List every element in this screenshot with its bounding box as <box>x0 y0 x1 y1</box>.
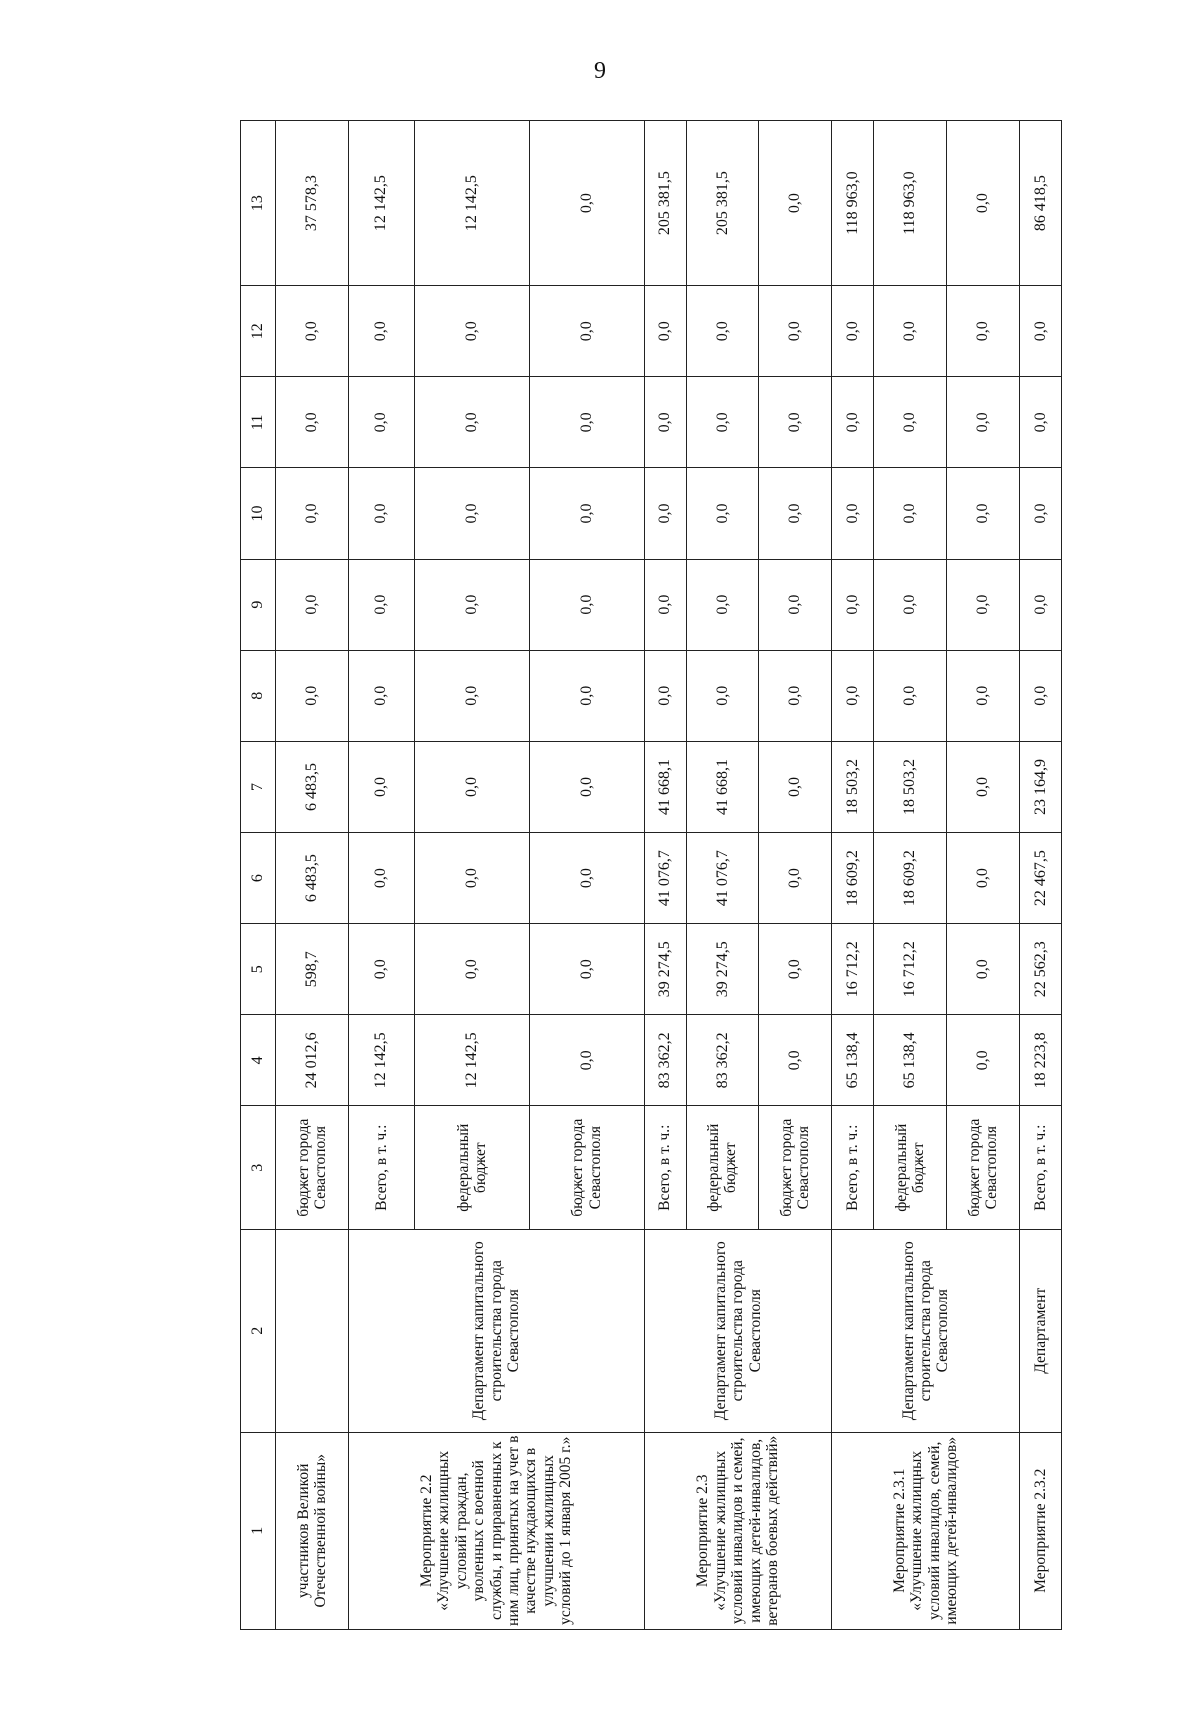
value-cell: 0,0 <box>759 1015 832 1106</box>
value-cell: 24 012,6 <box>276 1015 349 1106</box>
value-cell: 0,0 <box>276 559 349 650</box>
measure-cell: Мероприятие 2.2 «Улучшение жилищных условий граждан, уволенных с военной службы, и приравненных к ним лиц, принятых на учет в качестве нуждающихся в улучшении жилищных условий до 1 января 2005 г.» <box>348 1432 644 1629</box>
col-header: 2 <box>241 1229 276 1432</box>
value-cell: 0,0 <box>529 1015 644 1106</box>
total-cell: 86 418,5 <box>1019 121 1061 286</box>
value-cell: 18 609,2 <box>874 833 947 924</box>
value-cell: 39 274,5 <box>686 924 759 1015</box>
value-cell: 0,0 <box>947 559 1020 650</box>
source-cell: бюджет города Севастополя <box>947 1106 1020 1230</box>
value-cell: 0,0 <box>348 741 414 832</box>
value-cell: 41 668,1 <box>686 741 759 832</box>
measure-cell: участников Великой Отечественной войны» <box>276 1432 349 1629</box>
value-cell: 18 223,8 <box>1019 1015 1061 1106</box>
total-cell: 118 963,0 <box>874 121 947 286</box>
value-cell: 0,0 <box>947 1015 1020 1106</box>
total-cell: 205 381,5 <box>686 121 759 286</box>
col-header: 13 <box>241 121 276 286</box>
value-cell: 39 274,5 <box>644 924 686 1015</box>
value-cell: 0,0 <box>415 833 530 924</box>
value-cell: 0,0 <box>874 468 947 559</box>
value-cell: 18 503,2 <box>874 741 947 832</box>
value-cell: 16 712,2 <box>832 924 874 1015</box>
page-number: 9 <box>594 58 606 84</box>
table-row <box>348 121 414 1630</box>
value-cell: 0,0 <box>348 924 414 1015</box>
source-cell: бюджет города Севастополя <box>529 1106 644 1230</box>
value-cell: 0,0 <box>415 377 530 468</box>
source-cell: Всего, в т. ч.: <box>348 1106 414 1230</box>
source-cell: Всего, в т. ч.: <box>644 1106 686 1230</box>
header-row <box>241 121 276 1630</box>
value-cell: 0,0 <box>644 650 686 741</box>
total-cell: 12 142,5 <box>348 121 414 286</box>
value-cell: 0,0 <box>874 559 947 650</box>
value-cell: 0,0 <box>1019 559 1061 650</box>
value-cell: 0,0 <box>759 468 832 559</box>
value-cell: 18 609,2 <box>832 833 874 924</box>
value-cell: 0,0 <box>686 377 759 468</box>
table-row <box>1019 121 1061 1630</box>
value-cell: 0,0 <box>686 559 759 650</box>
value-cell: 0,0 <box>529 833 644 924</box>
value-cell: 0,0 <box>276 650 349 741</box>
value-cell: 0,0 <box>276 377 349 468</box>
col-header: 11 <box>241 377 276 468</box>
value-cell: 0,0 <box>874 650 947 741</box>
value-cell: 0,0 <box>529 924 644 1015</box>
value-cell: 0,0 <box>415 650 530 741</box>
value-cell: 6 483,5 <box>276 833 349 924</box>
value-cell: 0,0 <box>415 559 530 650</box>
value-cell: 65 138,4 <box>874 1015 947 1106</box>
budget-table <box>240 120 1062 1630</box>
col-header: 5 <box>241 924 276 1015</box>
value-cell: 0,0 <box>947 650 1020 741</box>
value-cell: 0,0 <box>415 741 530 832</box>
value-cell: 0,0 <box>529 741 644 832</box>
value-cell: 22 467,5 <box>1019 833 1061 924</box>
source-cell: Всего, в т. ч.: <box>1019 1106 1061 1230</box>
value-cell: 0,0 <box>1019 286 1061 377</box>
executor-cell: Департамент <box>1019 1229 1061 1432</box>
value-cell: 0,0 <box>874 377 947 468</box>
value-cell: 0,0 <box>686 286 759 377</box>
value-cell: 0,0 <box>529 468 644 559</box>
value-cell: 0,0 <box>759 924 832 1015</box>
col-header: 1 <box>241 1432 276 1629</box>
value-cell: 0,0 <box>276 286 349 377</box>
value-cell: 0,0 <box>529 377 644 468</box>
measure-cell: Мероприятие 2.3.2 <box>1019 1432 1061 1629</box>
value-cell: 0,0 <box>529 559 644 650</box>
value-cell: 0,0 <box>947 377 1020 468</box>
value-cell: 0,0 <box>947 468 1020 559</box>
value-cell: 0,0 <box>415 468 530 559</box>
value-cell: 0,0 <box>1019 650 1061 741</box>
value-cell: 0,0 <box>759 741 832 832</box>
col-header: 12 <box>241 286 276 377</box>
rotated-table-container <box>240 120 1062 1630</box>
executor-cell: Департамент капитального строительства города Севастополя <box>644 1229 832 1432</box>
col-header: 4 <box>241 1015 276 1106</box>
total-cell: 0,0 <box>947 121 1020 286</box>
value-cell: 0,0 <box>759 559 832 650</box>
value-cell: 0,0 <box>644 559 686 650</box>
value-cell: 0,0 <box>832 286 874 377</box>
total-cell: 37 578,3 <box>276 121 349 286</box>
value-cell: 0,0 <box>759 650 832 741</box>
value-cell: 41 076,7 <box>644 833 686 924</box>
table-row <box>832 121 874 1630</box>
value-cell: 0,0 <box>529 650 644 741</box>
col-header: 8 <box>241 650 276 741</box>
source-cell: бюджет города Севастополя <box>759 1106 832 1230</box>
value-cell: 41 668,1 <box>644 741 686 832</box>
value-cell: 0,0 <box>759 833 832 924</box>
total-cell: 205 381,5 <box>644 121 686 286</box>
value-cell: 0,0 <box>529 286 644 377</box>
value-cell: 18 503,2 <box>832 741 874 832</box>
value-cell: 0,0 <box>415 924 530 1015</box>
source-cell: федеральный бюджет <box>415 1106 530 1230</box>
executor-cell: Департамент капитального строительства города Севастополя <box>832 1229 1020 1432</box>
table-row <box>644 121 686 1630</box>
col-header: 10 <box>241 468 276 559</box>
value-cell: 0,0 <box>348 833 414 924</box>
value-cell: 0,0 <box>947 833 1020 924</box>
value-cell: 12 142,5 <box>415 1015 530 1106</box>
value-cell: 0,0 <box>947 741 1020 832</box>
value-cell: 41 076,7 <box>686 833 759 924</box>
source-cell: федеральный бюджет <box>686 1106 759 1230</box>
total-cell: 118 963,0 <box>832 121 874 286</box>
value-cell: 0,0 <box>1019 468 1061 559</box>
total-cell: 0,0 <box>529 121 644 286</box>
value-cell: 0,0 <box>348 559 414 650</box>
source-cell: федеральный бюджет <box>874 1106 947 1230</box>
table-row <box>276 121 349 1630</box>
col-header: 6 <box>241 833 276 924</box>
value-cell: 0,0 <box>947 924 1020 1015</box>
measure-cell: Мероприятие 2.3.1 «Улучшение жилищных условий инвалидов, семей, имеющих детей-инвалидов» <box>832 1432 1020 1629</box>
value-cell: 0,0 <box>348 650 414 741</box>
executor-cell <box>276 1229 349 1432</box>
value-cell: 83 362,2 <box>686 1015 759 1106</box>
value-cell: 0,0 <box>832 559 874 650</box>
value-cell: 598,7 <box>276 924 349 1015</box>
value-cell: 0,0 <box>759 377 832 468</box>
value-cell: 0,0 <box>686 468 759 559</box>
value-cell: 0,0 <box>1019 377 1061 468</box>
measure-cell: Мероприятие 2.3 «Улучшение жилищных условий инвалидов и семей, имеющих детей-инвалидов, ветеранов боевых действий» <box>644 1432 832 1629</box>
value-cell: 6 483,5 <box>276 741 349 832</box>
executor-cell: Департамент капитального строительства города Севастополя <box>348 1229 644 1432</box>
value-cell: 0,0 <box>644 377 686 468</box>
value-cell: 16 712,2 <box>874 924 947 1015</box>
value-cell: 23 164,9 <box>1019 741 1061 832</box>
value-cell: 83 362,2 <box>644 1015 686 1106</box>
value-cell: 0,0 <box>348 377 414 468</box>
total-cell: 12 142,5 <box>415 121 530 286</box>
source-cell: бюджет города Севастополя <box>276 1106 349 1230</box>
value-cell: 65 138,4 <box>832 1015 874 1106</box>
col-header: 9 <box>241 559 276 650</box>
value-cell: 0,0 <box>832 650 874 741</box>
value-cell: 0,0 <box>644 286 686 377</box>
col-header: 7 <box>241 741 276 832</box>
table-body <box>276 121 1062 1630</box>
value-cell: 0,0 <box>832 468 874 559</box>
value-cell: 0,0 <box>686 650 759 741</box>
value-cell: 12 142,5 <box>348 1015 414 1106</box>
total-cell: 0,0 <box>759 121 832 286</box>
value-cell: 0,0 <box>759 286 832 377</box>
value-cell: 0,0 <box>644 468 686 559</box>
value-cell: 22 562,3 <box>1019 924 1061 1015</box>
value-cell: 0,0 <box>276 468 349 559</box>
value-cell: 0,0 <box>348 286 414 377</box>
col-header: 3 <box>241 1106 276 1230</box>
value-cell: 0,0 <box>832 377 874 468</box>
value-cell: 0,0 <box>348 468 414 559</box>
value-cell: 0,0 <box>415 286 530 377</box>
source-cell: Всего, в т. ч.: <box>832 1106 874 1230</box>
value-cell: 0,0 <box>947 286 1020 377</box>
value-cell: 0,0 <box>874 286 947 377</box>
